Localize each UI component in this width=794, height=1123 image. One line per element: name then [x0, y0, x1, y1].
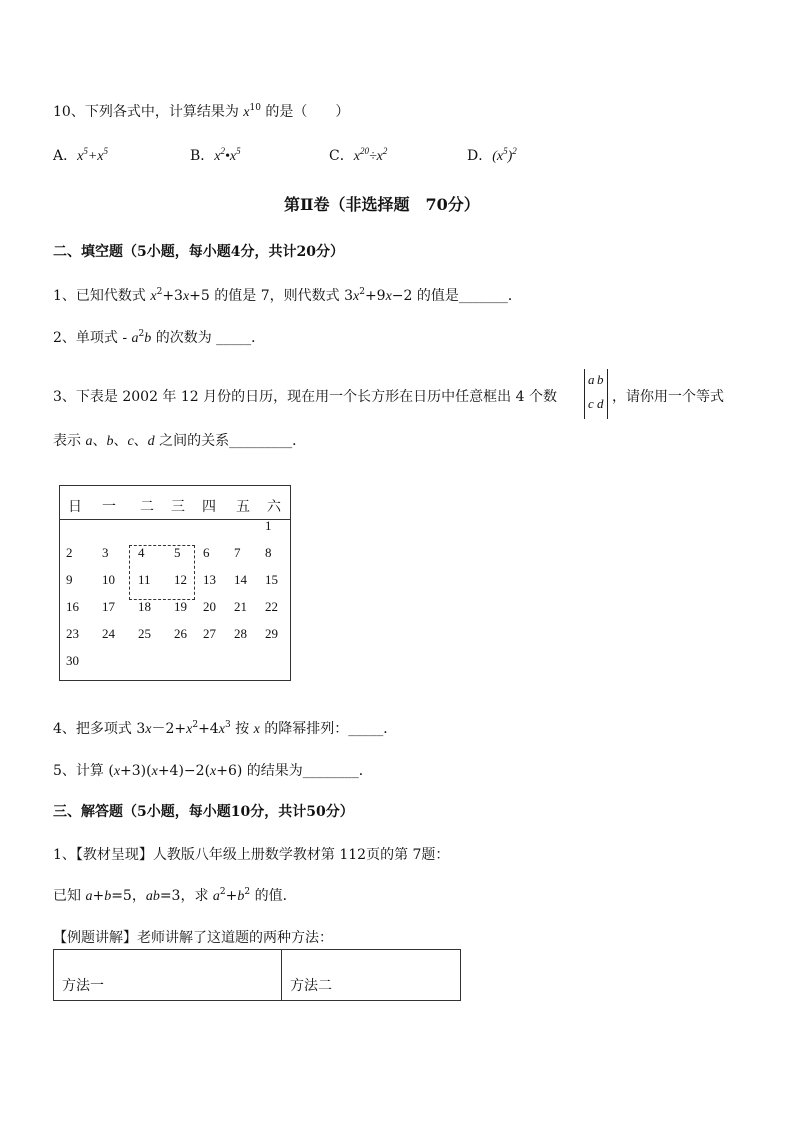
matrix-b: b — [597, 372, 604, 387]
calendar-day-cell: 14 — [234, 572, 247, 587]
calendar-day-cell: 16 — [66, 599, 79, 614]
calendar-header-cell: 六 — [267, 499, 281, 515]
calendar-day-cell: 24 — [102, 626, 115, 641]
calendar-day-cell: 29 — [265, 626, 278, 641]
calendar-day-cell: 22 — [265, 599, 278, 614]
calendar-header-cell: 四 — [202, 499, 216, 515]
calendar-day-cell: 6 — [203, 545, 210, 560]
method-2-cell: 方法二 — [290, 978, 332, 994]
calendar-day-cell: 26 — [174, 626, 187, 641]
calendar-day-cell: 5 — [174, 545, 181, 560]
fill-question-1: 1、已知代数式 $x^2+3x+5$ 的值是 7，则代数式 $3x^2+9x-2$ 的值是_______． — [53, 287, 522, 304]
calendar-day-cell: 4 — [138, 545, 145, 560]
fill-question-3-line-2: 表示 a、b、c、d 之间的关系_________． — [53, 433, 307, 449]
calendar-day-cell: 28 — [234, 626, 247, 641]
question-10-stem: 10、下列各式中，计算结果为 $x^{10}$ 的是（ ） — [53, 103, 350, 120]
method-1-cell: 方法一 — [62, 978, 104, 994]
option-a: A．$x^5+x^5$ — [53, 146, 109, 164]
calendar-day-cell: 2 — [66, 545, 73, 560]
matrix-a: a — [588, 372, 595, 387]
calendar-day-cell: 23 — [66, 626, 79, 641]
methods-table — [53, 949, 461, 1001]
calendar-header-cell: 日 — [68, 499, 82, 515]
calendar-day-cell: 10 — [102, 572, 115, 587]
solve-question-1-line-3: 【例题讲解】老师讲解了这道题的两种方法： — [53, 930, 333, 946]
calendar-day-cell: 8 — [265, 545, 272, 560]
fill-question-5: 5、计算 (x+3)(x+4)−2(x+6) 的结果为________． — [53, 763, 373, 779]
calendar-day-cell: 21 — [234, 599, 247, 614]
part-2-title: 第Ⅱ卷（非选择题 70分） — [284, 195, 480, 214]
option-c: C．$x^{20}\div x^2$ — [329, 146, 388, 164]
calendar-header-cell: 二 — [140, 499, 154, 515]
calendar-header-cell: 一 — [102, 499, 116, 515]
calendar-day-cell: 27 — [203, 626, 216, 641]
fill-question-3-line-1: 3、下表是 2002 年 12 月份的日历，现在用一个长方形在日历中任意框出 4 个数 — [53, 389, 557, 405]
calendar-day-cell: 15 — [265, 572, 278, 587]
solve-question-1-line-2: 已知 a+b=5，ab=3，求 $a^2+b^2$ 的值． — [53, 887, 297, 904]
solve-question-1-line-1: 1、【教材呈现】人教版八年级上册数学教材第 112页的第 7题： — [53, 847, 450, 863]
calendar-day-cell: 19 — [174, 599, 187, 614]
calendar-header-cell: 三 — [171, 499, 185, 515]
option-d: D．$(x^5)^2$ — [467, 146, 517, 164]
calendar-day-cell: 9 — [66, 572, 73, 587]
matrix-d: d — [597, 396, 604, 411]
calendar-day-cell: 18 — [138, 599, 151, 614]
section-3-heading: 三、解答题（5小题，每小题10分，共计50分） — [53, 804, 354, 820]
abcd-matrix — [584, 369, 608, 419]
calendar-day-cell: 3 — [102, 545, 109, 560]
calendar-day-cell: 7 — [234, 545, 241, 560]
calendar-header-cell: 五 — [236, 499, 250, 515]
calendar-day-cell: 1 — [265, 518, 272, 533]
section-2-heading: 二、填空题（5小题，每小题4分，共计20分） — [53, 244, 344, 260]
fill-question-2: 2、单项式 - $a^2b$ 的次数为 _____． — [53, 329, 266, 346]
option-b: B．$x^2•x^5$ — [190, 146, 241, 164]
calendar-day-cell: 12 — [174, 572, 187, 587]
calendar-day-cell: 17 — [102, 599, 115, 614]
calendar-day-cell: 30 — [66, 653, 79, 668]
calendar-day-cell: 20 — [203, 599, 216, 614]
calendar-header-row — [60, 486, 290, 520]
fill-question-4: 4、把多项式 $3x-2+x^2+4x^3$ 按 x 的降幂排列：_____． — [53, 720, 398, 737]
matrix-c: c — [588, 396, 594, 411]
fill-question-3-tail: ，请你用一个等式 — [612, 389, 724, 405]
calendar-day-cell: 25 — [138, 626, 151, 641]
calendar-day-cell: 13 — [203, 572, 216, 587]
methods-divider — [281, 950, 282, 1000]
dashed-selection-box — [129, 545, 195, 600]
calendar-day-cell: 11 — [138, 572, 151, 587]
